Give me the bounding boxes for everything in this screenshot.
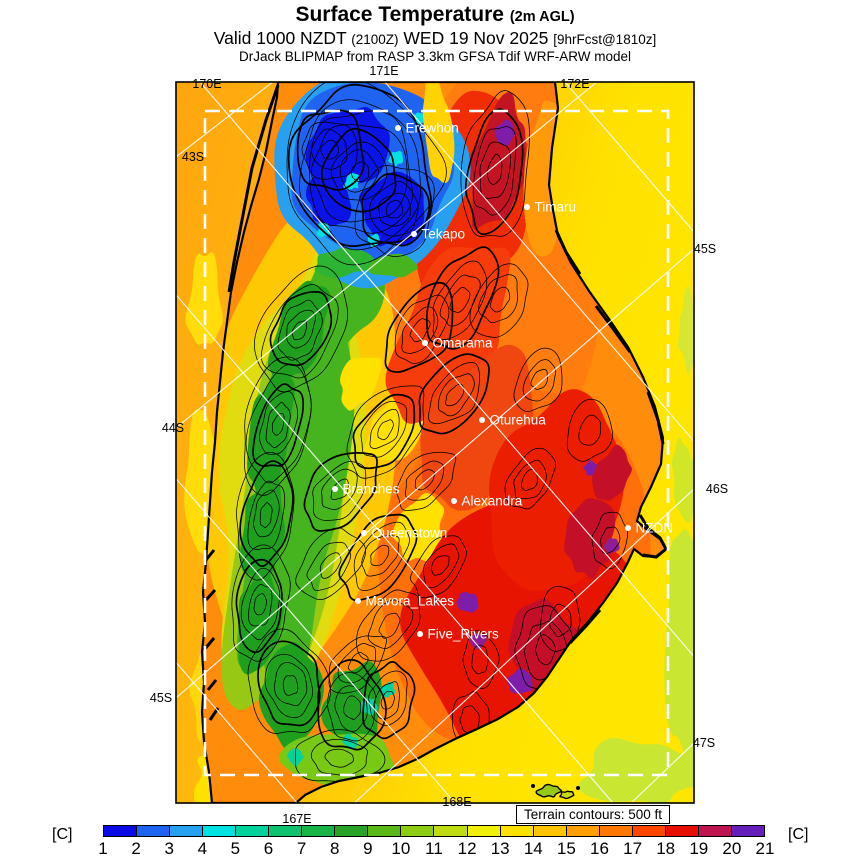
colorbar-unit-right: [C]: [788, 826, 809, 843]
colorbar-tick-label: 10: [391, 839, 411, 858]
colorbar-cell: [203, 826, 236, 836]
colorbar-cell: [401, 826, 434, 836]
colorbar-cell: [534, 826, 567, 836]
colorbar-tick-label: 5: [230, 839, 241, 858]
location-dot: [417, 631, 423, 637]
colorbar-tick-label: 12: [457, 839, 477, 858]
grid-label: 43S: [181, 150, 205, 164]
colorbar-cell: [666, 826, 699, 836]
colorbar-cell: [236, 826, 269, 836]
colorbar-cell: [104, 826, 137, 836]
location-dot: [361, 530, 367, 536]
colorbar-tick-label: 17: [623, 839, 643, 858]
location-label: Mavora_Lakes: [365, 593, 455, 609]
location-dot: [451, 498, 457, 504]
terrain-contours-note: Terrain contours: 500 ft: [516, 805, 670, 824]
grid-label: 167E: [282, 812, 312, 826]
location-label: Erewhon: [405, 120, 459, 136]
colorbar-tick-label: 3: [164, 839, 174, 858]
grid-label: 47S: [692, 736, 716, 750]
location-dot: [411, 231, 417, 237]
valid-date: WED 19 Nov 2025: [403, 28, 549, 49]
colorbar-tick-label: 20: [722, 839, 742, 858]
colorbar-tick-label: 21: [755, 839, 775, 858]
colorbar-tick-label: 14: [523, 839, 543, 858]
title-text: Surface Temperature: [295, 3, 504, 26]
colorbar-cell: [600, 826, 633, 836]
grid-label: 172E: [560, 77, 590, 91]
colorbar: [103, 825, 765, 837]
colorbar-cell: [434, 826, 467, 836]
colorbar-tick-label: 16: [590, 839, 609, 858]
colorbar-cell: [269, 826, 302, 836]
colorbar-tick-label: 2: [131, 839, 141, 858]
location-dot: [479, 417, 485, 423]
colorbar-tick-label: 11: [425, 839, 443, 858]
colorbar-unit-left: [C]: [52, 826, 73, 843]
location-label: Queenstown: [371, 525, 448, 541]
valid-time-local: Valid 1000 NZDT: [213, 28, 347, 49]
location-dot: [332, 486, 338, 492]
grid-label: 170E: [192, 77, 222, 91]
colorbar-cell: [567, 826, 600, 836]
colorbar-tick-label: 8: [329, 839, 340, 858]
location-label: Omarama: [432, 335, 493, 351]
colorbar-tick-label: 15: [556, 839, 576, 858]
location-dot: [422, 340, 428, 346]
grid-label: 45S: [693, 242, 717, 256]
location-dot: [395, 125, 401, 131]
colorbar-cell: [732, 826, 764, 836]
model-line: DrJack BLIPMAP from RASP 3.3km GFSA Tdif WRF-ARW model: [238, 49, 632, 65]
colorbar-tick-label: 4: [197, 839, 208, 858]
location-label: NZDN: [635, 520, 673, 536]
location-label: Oturehua: [489, 412, 546, 428]
location-label: Alexandra: [461, 493, 523, 509]
location-label: Five_Rivers: [427, 626, 499, 642]
colorbar-cell: [633, 826, 666, 836]
colorbar-tick-label: 6: [263, 839, 274, 858]
location-label: Branches: [342, 481, 400, 497]
colorbar-cell: [368, 826, 401, 836]
temperature-region: [456, 592, 478, 613]
grid-label: 168E: [442, 795, 472, 809]
colorbar-tick-label: 7: [296, 839, 307, 858]
valid-time-utc: (2100Z): [351, 32, 399, 48]
colorbar-cell: [137, 826, 170, 836]
colorbar-tick-label: 1: [98, 839, 108, 858]
title-suffix: (2m AGL): [509, 9, 575, 25]
location-label: Tekapo: [421, 226, 466, 242]
colorbar-cell: [170, 826, 203, 836]
colorbar-cell: [699, 826, 732, 836]
colorbar-cell: [501, 826, 534, 836]
grid-label: 45S: [149, 691, 173, 705]
colorbar-tick-label: 13: [490, 839, 510, 858]
colorbar-cell: [302, 826, 335, 836]
colorbar-tick-label: 18: [656, 839, 676, 858]
grid-label: 44S: [161, 421, 185, 435]
colorbar-tick-label: 19: [689, 839, 709, 858]
location-dot: [524, 204, 530, 210]
location-dot: [625, 525, 631, 531]
colorbar-tick-label: 9: [363, 839, 373, 858]
location-label: Timaru: [534, 199, 577, 215]
grid-label: 171E: [369, 64, 399, 78]
forecast-tag: [9hrFcst@1810z]: [553, 32, 657, 48]
location-dot: [355, 598, 361, 604]
grid-label: 46S: [705, 482, 729, 496]
colorbar-cell: [335, 826, 368, 836]
colorbar-cell: [468, 826, 501, 836]
sea-patch: [664, 529, 707, 761]
